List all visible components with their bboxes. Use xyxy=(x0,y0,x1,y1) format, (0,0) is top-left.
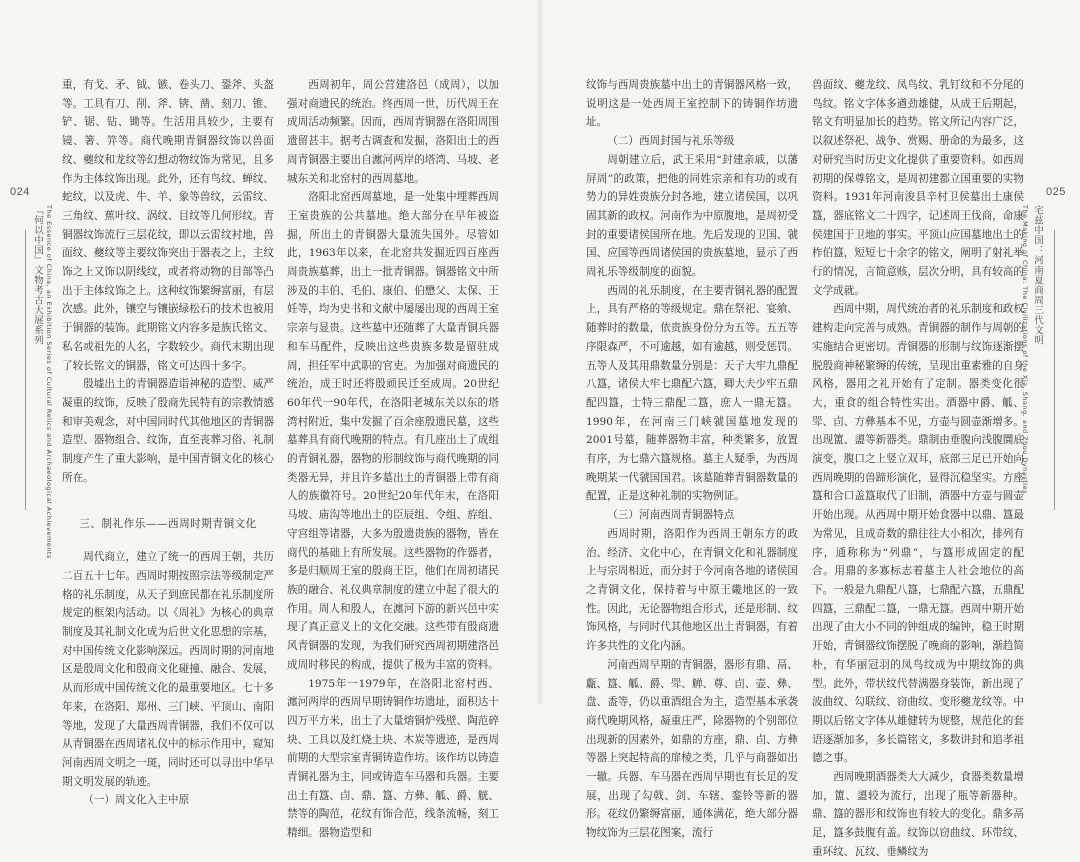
subsection-heading: （一）周文化入主中原 xyxy=(83,794,190,807)
paragraph: 重，有戈、矛、钺、镞、卷头刀、銎斧、头盔等。工具有刀、削、斧、锛、凿、刻刀、锥、铲、锯、钻、锄等。生活用具较少，主要有镜、箸、笄等。商代晚期青铜器纹饰以兽面纹、夔纹和龙纹等幻想动物纹饰为常见，且多作为主体纹饰出现。此外，还有鸟纹、蝉纹、蛇纹，以及虎、牛、羊、象等兽纹，云雷纹、三角纹、蕉叶纹、涡纹、目纹等几何形纹。青铜器纹饰流行三层花纹，即以云雷纹衬地，兽面纹、夔纹等主要纹饰突出于器表之上，主纹饰之上又饰以阴线纹，或者将动物的目部等凸出于主体纹饰之上。这种纹饰繁缛富丽，有层次感。此外，镶空与镶嵌绿松石的技术也被用于铜器的装饰。此期铭文内容多是族氏铭文、私名或祖先的人名，字数较少。商代末期出现了较长铭文的铜器，铭文可达四十多字。 xyxy=(62,79,274,372)
text-column-2 xyxy=(287,76,499,843)
left-margin-rule xyxy=(25,230,26,510)
section-heading: 三、制礼作乐——西周时期青铜文化 xyxy=(79,518,257,531)
paragraph: 周朝建立后，武王采用“封建亲戚，以藩屏周”的政策，把他的同姓宗亲和有功的或有势力的异姓贵族分封各地，建立诸侯国，以巩固其新的政权。河南作为中原腹地，是周初受封的重要诸侯国所在地。先后发现的卫国、虢国、应国等西周诸侯国的贵族墓地，显示了西周礼乐等级制度的面貌。 xyxy=(586,153,798,279)
paragraph: 兽面纹、夔龙纹、凤鸟纹、乳钉纹和不分尾的鸟纹。铭文字体多遒劲雄健，从成王后期起，铭文有明显加长的趋势。铭文所记内容广泛，以叙述祭祀、战争、赏赐、册命的为最多，这对研究当时历史文化提供了重要资料。如西周初期的保尊铭文，是周初建都立国重要的实物资料。1931年河南浚县辛村卫侯墓出土康侯簋，器底铭文二十四字，记述周王伐商，命康侯建国于卫地的事实。平顶山应国墓地出土的柞伯簋，短短七十余字的铭文，阐明了射礼举行的情况，言简意赅，层次分明，具有较高的文学成就。 xyxy=(812,79,1024,297)
paragraph: 西周晚期酒器类大大减少，食器类数量增加，簠、盨较为流行，出现了瓶等新器种。鼎、簋的器形和纹饰也有较大的变化。鼎多鬲足，簋多鼓腹有盖。纹饰以窃曲纹、环带纹、重环纹、瓦纹、垂鳞纹为 xyxy=(812,771,1024,858)
text-column-1 xyxy=(62,76,274,810)
right-book-title: 宅兹中国：河南夏商周三代文明 xyxy=(1032,205,1043,345)
left-series-title-en: The Essence of China, an Exhibition Series of Cultural Relics and Archaeological Achievements xyxy=(45,205,53,559)
paragraph: 1975年一1979年，在洛阳北窑村西、瀍河两岸的西周早期铸铜作坊遗址，面积达十四万平方米，出土了大量熔铜炉残壁、陶范碎块、工具以及红烧土块、木炭等遗迹，是西周前期的大型宗室青铜铸造作坊。该作坊以铸造青铜礼器为主，同或铸造车马器和兵器。主要出土有簋、卣、鼎、簋、方彝、觚、爵、觥、禁等的陶范，花纹有饰合范，线条流畅，刻工精细。器物造型和 xyxy=(287,677,499,840)
paragraph: 西周的礼乐制度，在主要青铜礼器的配置上，具有严格的等级规定。鼎在祭祀、宴飨、随葬时的数量，依贵族身份分为五等。五五等序限森严，不可逾越，如有逾越，则受惩罚。五等人及其用鼎数量分别是：天子大牢九鼎配八簋，诸侯大牢七鼎配六簋，卿大夫少牢五鼎配四簋，士特三鼎配二簋，庶人一鼎无簋。1990年，在河南三门峡虢国墓地发现的2001号墓，随葬器物丰富，种类繁多，放置有序，为七鼎六簋规格。墓主人疑季，为西周晚期某一代虢国国君。该墓随葬青铜器数量的配置，正是这种礼制的实物例证。 xyxy=(586,284,798,503)
text-column-4 xyxy=(812,76,1024,862)
right-page-number: 025 xyxy=(1046,186,1066,198)
right-book-title-en: The Making of China: The Civilizations of the Xia, Shang, and Zhou Dynasties xyxy=(1021,205,1029,495)
paragraph: 西周时期，洛阳作为西周王朝东方的政治、经济、文化中心，在青铜文化和礼器制度上与宗周相近，而分封于今河南各地的诸侯国之青铜文化，保持着与中原王畿地区的一致性。因此，无论器物组合形式，还是形制、纹饰风格，与同时代其他地区出土青铜器，有着许多共性的文化内涵。 xyxy=(586,527,798,653)
paragraph: 西周初年，周公营建洛邑（成周），以加强对商遗民的统治。终西周一世，历代周王在成周活动频繁。因而，西周青铜器在洛阳周围遗留甚丰。据考古调查和发掘，洛阳出土的西周青铜器主要出自瀍河两岸的塔湾、马坡、老城东关和北窑村的西周墓地。 xyxy=(287,79,499,185)
paragraph: 洛阳北窑西周墓地，是一处集中埋葬西周王室贵族的公共墓地。绝大部分在早年被盗掘，所出土的青铜器大量流失国外。尽管如此，1963年以来，在北窑共发掘近四百座西周贵族墓葬，出土一批青铜器。铜器铭文中所涉及的丰伯、毛伯、康伯、伯懋父、太保、王妊等，均为史书和文献中屡屡出现的西周王室宗亲与显贵。这些墓中还随葬了大量青铜兵器和车马配件，反映出这些贵族多数是留驻成周，担任军中武职的官吏。为加强对商遗民的统治，成王时还将殷顽民迁至成周。20世纪60年代一90年代，在洛阳老城东关以东的塔湾村附近，集中发掘了百余座殷遗民墓，这些墓葬具有商代晚期的特点。有几座出土了成组的青铜礼器，器物的形制纹饰与商代晚期的同类器无异，并且许多墓出土的青铜器上带有商人的族徽符号。20世纪20年代年末，在洛阳马坡、庙沟等地出土的臣辰组、令组、斿组、守宫组等诸器，大多为殷遗贵族的器物，皆在商代的基础上有所发展。这些器物的作器者，多是归顺周王室的殷商王臣，他们在周初诸民族的融合、礼仪典章制度的建立中起了很大的作用。周人和殷人，在瀍河下游的新兴邑中实现了真正意义上的文化交融。这些带有殷商遗风青铜器的发现，为我们研究西周初期建洛邑成周时移民的构成，提供了极为丰富的资料。 xyxy=(287,191,499,671)
left-page-number: 024 xyxy=(10,186,30,198)
left-series-title: 『何以中国』文物考古大展系列 xyxy=(32,205,43,345)
paragraph: 河南西周早期的青铜器，器形有鼎、鬲、甗、簋、觚、爵、斝、觯、尊、卣、壶、彝、盘、盉等，仍以重酒组合为主，造型基本承袭商代晚期风格，凝重庄严，除器物的个别部位出现新的因素外，如鼎的方座，鼎、卣、方彝等器上突起特高的扉棱之类，几乎与商器如出一辙。兵器、车马器在西周早期也有长足的发展，出现了勾戟、剑、车辖、銮铃等新的器形。花纹仍繁缛富丽，通体满花，绝大部分器物纹饰为三层花图案，流行 xyxy=(586,658,798,840)
book-gutter xyxy=(536,0,544,704)
text-column-3 xyxy=(586,76,798,843)
right-margin-rule xyxy=(1054,230,1055,510)
paragraph: 纹饰与西周贵族墓中出土的青铜器风格一致，说明这是一处西周王室控制下的铸铜作坊遗址。 xyxy=(586,79,798,129)
paragraph: 西周中期，周代统治者的礼乐制度和政权建构走向完善与成熟。青铜器的制作与周朝的实施结合更密切。青铜器的形制与纹饰逐渐摆脱殷商神秘繁缛的传统，呈现出重素雅的自身风格，器用之礼开始有了定制。器类变化很大，重食的组合特性实出。酒器中爵、觚、斝、卣、方彝基本不见，方壶与圆壶渐增多。出现簠、盨等新器类。鼎制由垂腹向浅腹圜底演变，腹口之上竖立双耳，底部三足已开始向西周晚期的兽蹄形演化，显得沉稳坚实。方座簋和合口盖簋取代了旧制，酒器中方壶与圆壶开始出现。从西周中期开始食器中以鼎、簋最为常见，且成奇数的鼎往往大小相次，排列有序，通称称为“列鼎”，与簋形成固定的配合。用鼎的多寡标志着墓主人社会地位的高下。一般是九鼎配八簋，七鼎配六簋，五鼎配四簋，三鼎配二簋，一鼎无簋。西周中期开始出现了由大小不同的钟组成的编钟，稳王时期开始，青铜器纹饰摆脱了晚商的影响，渐趋简朴，有华丽冠羽的凤鸟纹成为中期纹饰的典型。此外，带状纹代替满器身装饰，新出现了波曲纹、勾联纹、窃曲纹、变形夔龙纹等。中期以后铭文字体从雄健转为规整，规范化的套语逐渐加多，多长篇铭文，多数讲封和追孝祖德之事。 xyxy=(812,303,1024,765)
subsection-heading: （三）河南西周青铜器特点 xyxy=(607,509,735,522)
paragraph: 殷墟出土的青铜器造诣神秘的造型、威严凝重的纹饰，反映了殷商先民特有的宗教情感和审美观念，对中国同时代其他地区的青铜器造型、器物组合、纹饰，直至丧葬习俗、礼制制度产生了重大影响，是中国青铜文化的核心所在。 xyxy=(62,378,274,484)
paragraph: 周代商立，建立了统一的西周王朝，共历二百五十七年。西周时期按照宗法等级制定严格的礼乐制度，从天子到庶民都在礼乐制度所规定的框架内活动。以《周礼》为核心的典章制度及其礼制文化成为后世文化思想的宗基，对中国传统文化影响深远。西周时期的河南地区是殷周文化和殷商文化碰撞、融合、发展，从而形成中国传统文化的最重要地区。七十多年来，在洛阳、郑州、三门峡、平顶山、南阳等地，发现了大量西周青铜器，我们不仅可以从青铜器在西周诸礼仪中的标示作用中，窥知河南西周文明之一斑，同时还可以寻出中华早期文明发展的轨迹。 xyxy=(62,551,274,788)
subsection-heading: （二）西周封国与礼乐等级 xyxy=(607,135,735,148)
